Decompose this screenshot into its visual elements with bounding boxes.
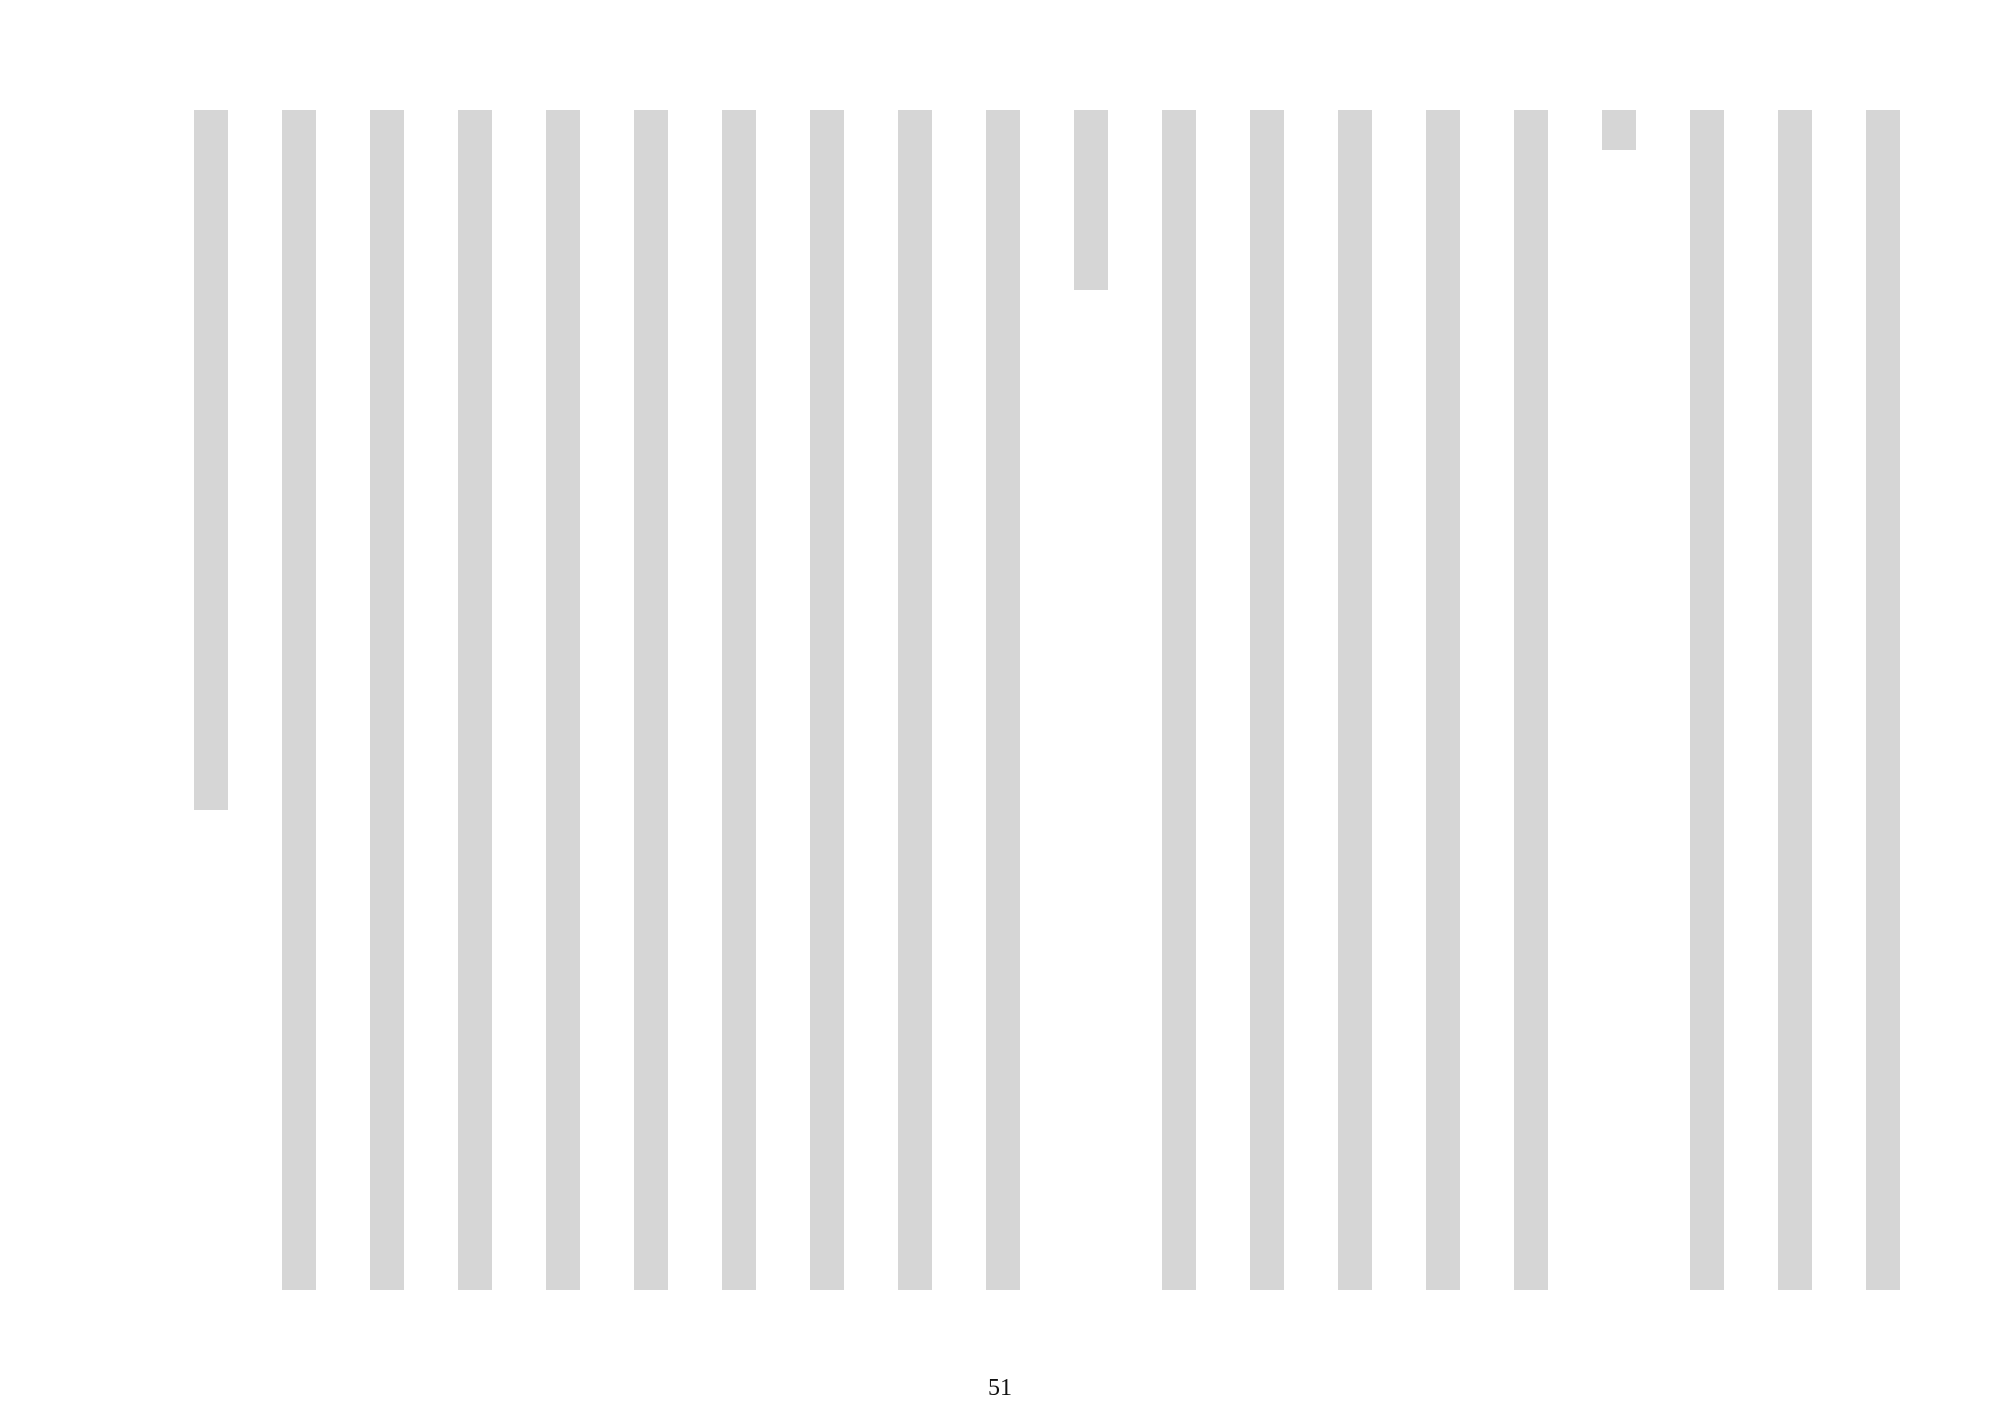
text-column-placeholder: [1514, 110, 1548, 1290]
vertical-text-body: [120, 110, 1900, 1310]
text-column-placeholder: [810, 110, 844, 1290]
text-column-placeholder: [458, 110, 492, 1290]
text-column-placeholder: [194, 110, 228, 810]
text-column-placeholder: [722, 110, 756, 1290]
text-column-placeholder: [1162, 110, 1196, 1290]
text-column-placeholder: [546, 110, 580, 1290]
text-column-placeholder: [1426, 110, 1460, 1290]
text-column-placeholder: [1602, 110, 1636, 150]
text-column-placeholder: [1338, 110, 1372, 1290]
page-number: 51: [988, 1375, 1012, 1401]
text-column-placeholder: [986, 110, 1020, 1290]
text-column-placeholder: [898, 110, 932, 1290]
text-column-placeholder: [634, 110, 668, 1290]
text-column-placeholder: [1778, 110, 1812, 1290]
text-column-placeholder: [1074, 110, 1108, 290]
text-column-placeholder: [1250, 110, 1284, 1290]
text-column-placeholder: [282, 110, 316, 1290]
text-column-placeholder: [1866, 110, 1900, 1290]
text-column-placeholder: [370, 110, 404, 1290]
text-column-placeholder: [1690, 110, 1724, 1290]
